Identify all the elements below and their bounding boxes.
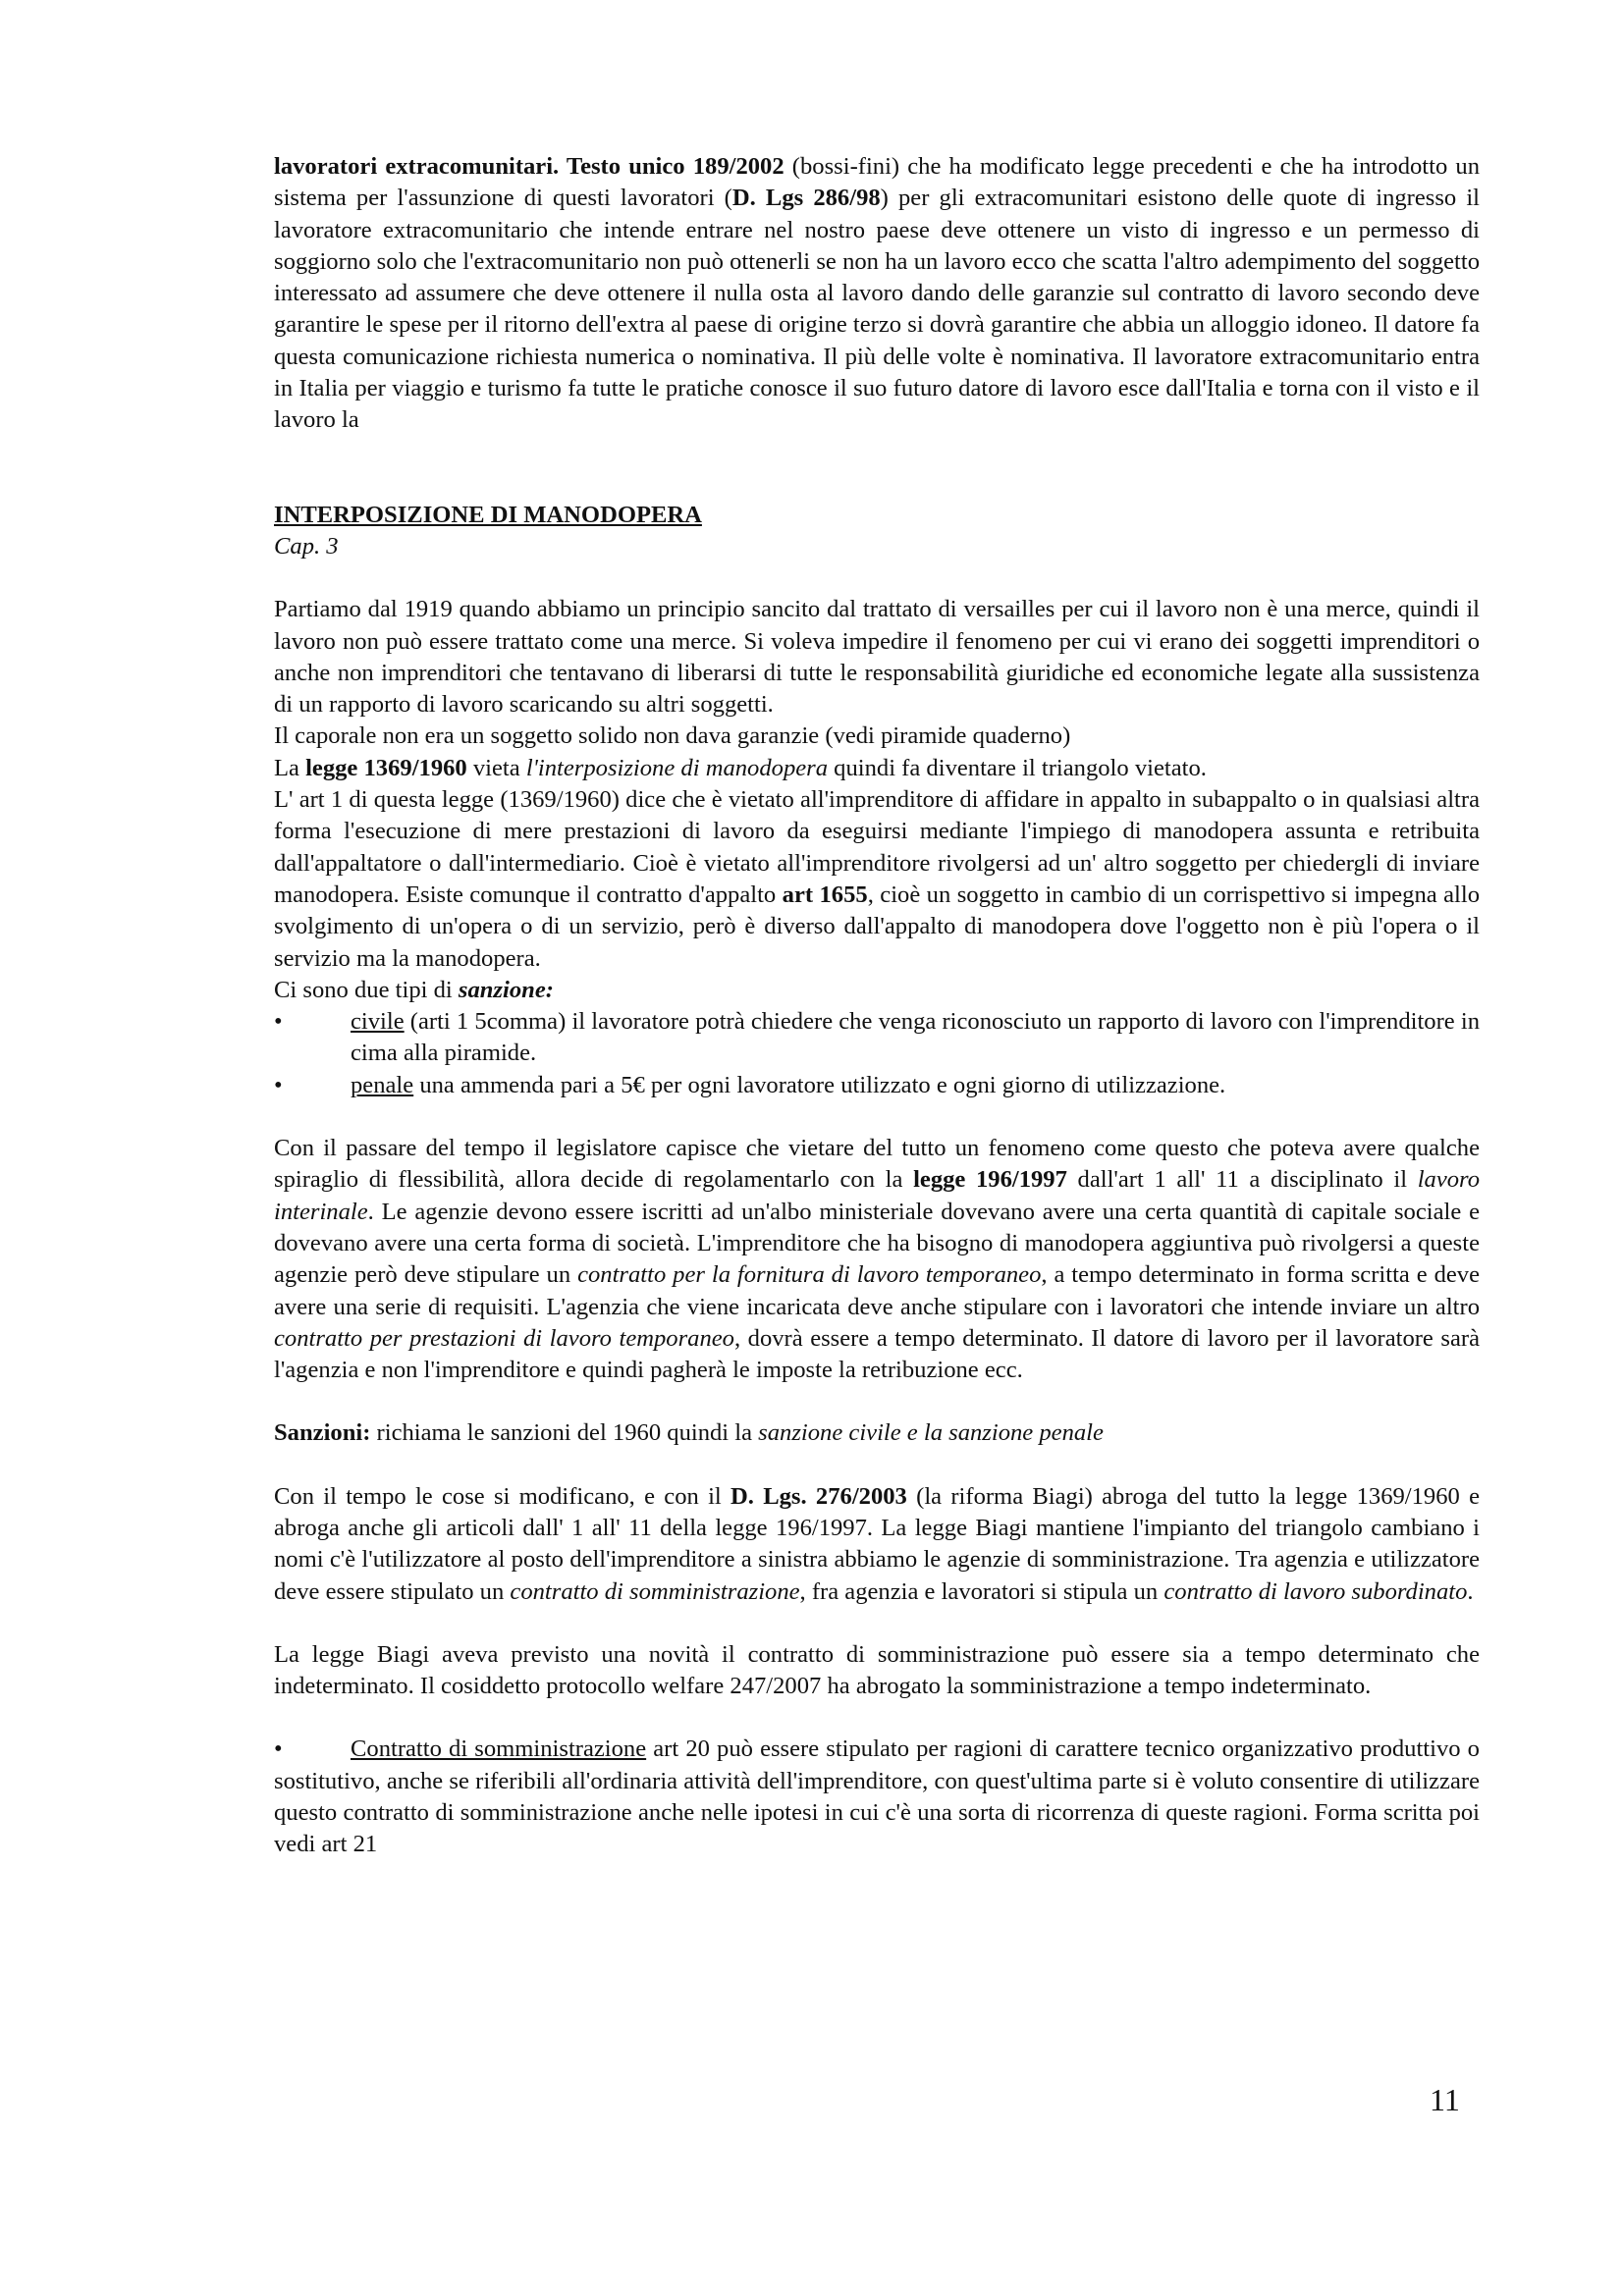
bold-term: D. Lgs 286/98 — [731, 185, 881, 212]
italic-term: sanzione civile e la sanzione penale — [758, 1419, 1104, 1447]
text-run: , a tempo determinato in forma scritta e deve avere una serie di requisiti. L'agenzia che viene incaricata deve anche stipulare con i lavoratori che intende inviare un altro — [274, 1261, 1480, 1320]
text-run: richiama le sanzioni del 1960 quindi la — [370, 1419, 759, 1447]
chapter-reference: Cap. 3 — [274, 532, 339, 560]
list-item — [274, 1070, 1480, 1101]
text-run: . — [1467, 1577, 1474, 1605]
bold-term: art 1655 — [782, 881, 868, 908]
text-run: La — [274, 754, 306, 781]
paragraph-welfare: La legge Biagi aveva previsto una novità il contratto di somministrazione può essere sia a tempo determinato che indeterminato. Il cosiddetto protocollo welfare 247/2007 ha abrogato la somministrazione a tempo indeterminato. — [274, 1640, 1480, 1700]
page-number: 11 — [1430, 2082, 1460, 2117]
page-content — [274, 151, 1480, 1861]
text-run: (arti 1 5comma) il lavoratore potrà chiedere che venga riconosciuto un rapporto di lavoro con l'imprenditore in cima alla piramide. — [351, 1008, 1480, 1067]
bullet-mark: • — [274, 1008, 283, 1036]
text-run: dall'art 1 all' 11 a disciplinato il — [1066, 1166, 1418, 1194]
text-run: art 20 può essere stipulato per ragioni di carattere tecnico organizzativo produttivo o sostitutivo, anche se riferibili all'ordinaria attività dell'imprenditore, con quest'ultima parte si è voluto consentire di utilizzare questo contratto di somministrazione anche nelle ipotesi in cui c'è una sorta di ricorrenza di queste ragioni. Forma scritta poi vedi art 21 — [274, 1735, 1480, 1858]
bold-term: legge 1369/1960 — [305, 754, 467, 781]
italic-term: contratto di lavoro subordinato — [1163, 1577, 1468, 1605]
italic-term: contratto di somministrazione — [510, 1577, 800, 1605]
paragraph-1919: Partiamo dal 1919 quando abbiamo un principio sancito dal trattato di versailles per cui il lavoro non è una merce, quindi il lavoro non può essere trattato come una merce. Si voleva impedire il fenomeno per cui vi erano dei soggetti imprenditori o anche non imprenditori che tentavano di liberarsi di tutte le responsabilità giuridiche ed economiche legate alla sussistenza di un rapporto di lavoro scaricando su altri soggetti. — [274, 596, 1480, 719]
text-run: L' art 1 di questa legge (1369/1960) dice che è vietato all'imprenditore di affidare in appalto in subappalto o in qualsiasi altra forma l'esecuzione di mere prestazioni di lavoro da eseguirsi mediante l'impiego di manodopera assunta e retribuita dall'appaltatore o dall'intermediario. Cioè è vietato all'imprenditore rivolgersi ad un' altro soggetto per chiedergli di inviare manodopera. Esiste comunque il contratto d'appalto — [274, 786, 1480, 908]
bold-term: D. Lgs. 276/2003 — [730, 1482, 907, 1510]
list-item — [274, 1006, 1480, 1070]
paragraph-legge-1369 — [274, 753, 1480, 784]
bullet-mark: • — [274, 1735, 283, 1763]
text-run: , dovrà essere a tempo determinato. Il datore di lavoro per il lavoratore sarà l'agenzia e non l'imprenditore e quindi pagherà le imposte la retribuzione ecc. — [274, 1324, 1480, 1384]
paragraph-sanzione — [274, 975, 1480, 1006]
underlined-term: penale — [351, 1071, 414, 1098]
spacer — [274, 437, 1480, 500]
text-run: vieta — [466, 754, 526, 781]
text-run: Ci sono due tipi di — [274, 976, 459, 1003]
bold-term: lavoratori extracomunitari. — [274, 153, 560, 180]
paragraph-riforma-biagi — [274, 1481, 1480, 1608]
bold-term: Testo unico 189/2002 — [559, 153, 784, 180]
text-run: Con il tempo le cose si modificano, e con il — [274, 1482, 731, 1510]
italic-term: contratto per prestazioni di lavoro temporaneo — [274, 1324, 734, 1352]
italic-term: lavoro interinale — [274, 1166, 1481, 1225]
paragraph-sanzioni — [274, 1417, 1480, 1449]
paragraph-legge-196 — [274, 1133, 1480, 1386]
bullet-mark: • — [274, 1071, 283, 1098]
section-heading: INTERPOSIZIONE DI MANODOPERA — [274, 501, 702, 528]
list-item-somministrazione — [274, 1734, 1480, 1860]
italic-term: l'interposizione di manodopera — [525, 754, 829, 781]
spacer — [274, 1386, 1480, 1417]
underlined-term: Contratto di somministrazione — [351, 1735, 647, 1763]
spacer — [274, 562, 1480, 594]
paragraph-art-1 — [274, 784, 1480, 975]
italic-term: contratto per la fornitura di lavoro temporaneo — [577, 1261, 1042, 1289]
spacer — [274, 1450, 1480, 1481]
spacer — [274, 1101, 1480, 1133]
text-run: , fra agenzia e lavoratori si stipula un — [799, 1577, 1164, 1605]
paragraph-extracomunitari — [274, 151, 1480, 437]
text-run: quindi fa diventare il triangolo vietato. — [828, 754, 1207, 781]
text-run: ) per gli extracomunitari esistono delle quote di ingresso il lavoratore extracomunitario che intende entrare nel nostro paese deve ottenere un visto di ingresso e un permesso di soggiorno solo che l'extracomunitario non può ottenerli se non ha un lavoro ecco che scatta l'altro adempimento del soggetto interessato ad assumere che deve ottenere il nulla osta al lavoro dando delle garanzie sul contratto di lavoro secondo deve garantire le spese per il ritorno dell'extra al paese di origine terzo si dovrà garantire che abbia un alloggio idoneo. Il datore fa questa comunicazione richiesta numerica o nominativa. Il più delle volte è nominativa. Il lavoratore extracomunitario entra in Italia per viaggio e turismo fa tutte le pratiche conosce il suo futuro datore di lavoro esce dall'Italia e torna con il visto e il lavoro la — [274, 185, 1481, 434]
bold-italic-term: sanzione: — [458, 976, 554, 1003]
spacer — [274, 1702, 1480, 1734]
bold-term: legge 196/1997 — [913, 1166, 1067, 1194]
text-run: . Le agenzie devono essere iscritti ad un'albo ministeriale dovevano avere una certa quantità di capitale sociale e dovevano avere una certa forma di società. L'imprenditore che ha bisogno di manodopera aggiuntiva può rivolgersi a queste agenzie però deve stipulare un — [274, 1198, 1480, 1289]
paragraph-caporale: Il caporale non era un soggetto solido non dava garanzie (vedi piramide quaderno) — [274, 722, 1071, 750]
text-run: Con il passare del tempo il legislatore capisce che vietare del tutto un fenomeno come questo che poteva avere qualche spiraglio di flessibilità, allora decide di regolamentarlo con la — [274, 1135, 1480, 1194]
text-run: (bossi-fini) che ha modificato legge precedenti e che ha introdotto un sistema per l'assunzione di questi lavoratori ( — [274, 153, 1480, 212]
text-run: (la riforma Biagi) abroga del tutto la legge 1369/1960 e abroga anche gli articoli dall' 1 all' 11 della legge 196/1997. La legge Biagi mantiene l'impianto del triangolo cambiano i nomi c'è l'utilizzatore al posto dell'imprenditore a sinistra abbiamo le agenzie di somministrazione. Tra agenzia e utilizzatore deve essere stipulato un — [274, 1482, 1481, 1605]
text-run: una ammenda pari a 5€ per ogni lavoratore utilizzato e ogni giorno di utilizzazione. — [413, 1071, 1226, 1098]
underlined-term: civile — [351, 1008, 405, 1036]
spacer — [274, 1608, 1480, 1639]
text-run: , cioè un soggetto in cambio di un corrispettivo si impegna allo svolgimento di un'opera o di un servizio, però è diverso dall'appalto di manodopera dove l'oggetto non è più l'opera o il servizio ma la manodopera. — [274, 881, 1480, 972]
bold-term: Sanzioni: — [274, 1419, 371, 1447]
